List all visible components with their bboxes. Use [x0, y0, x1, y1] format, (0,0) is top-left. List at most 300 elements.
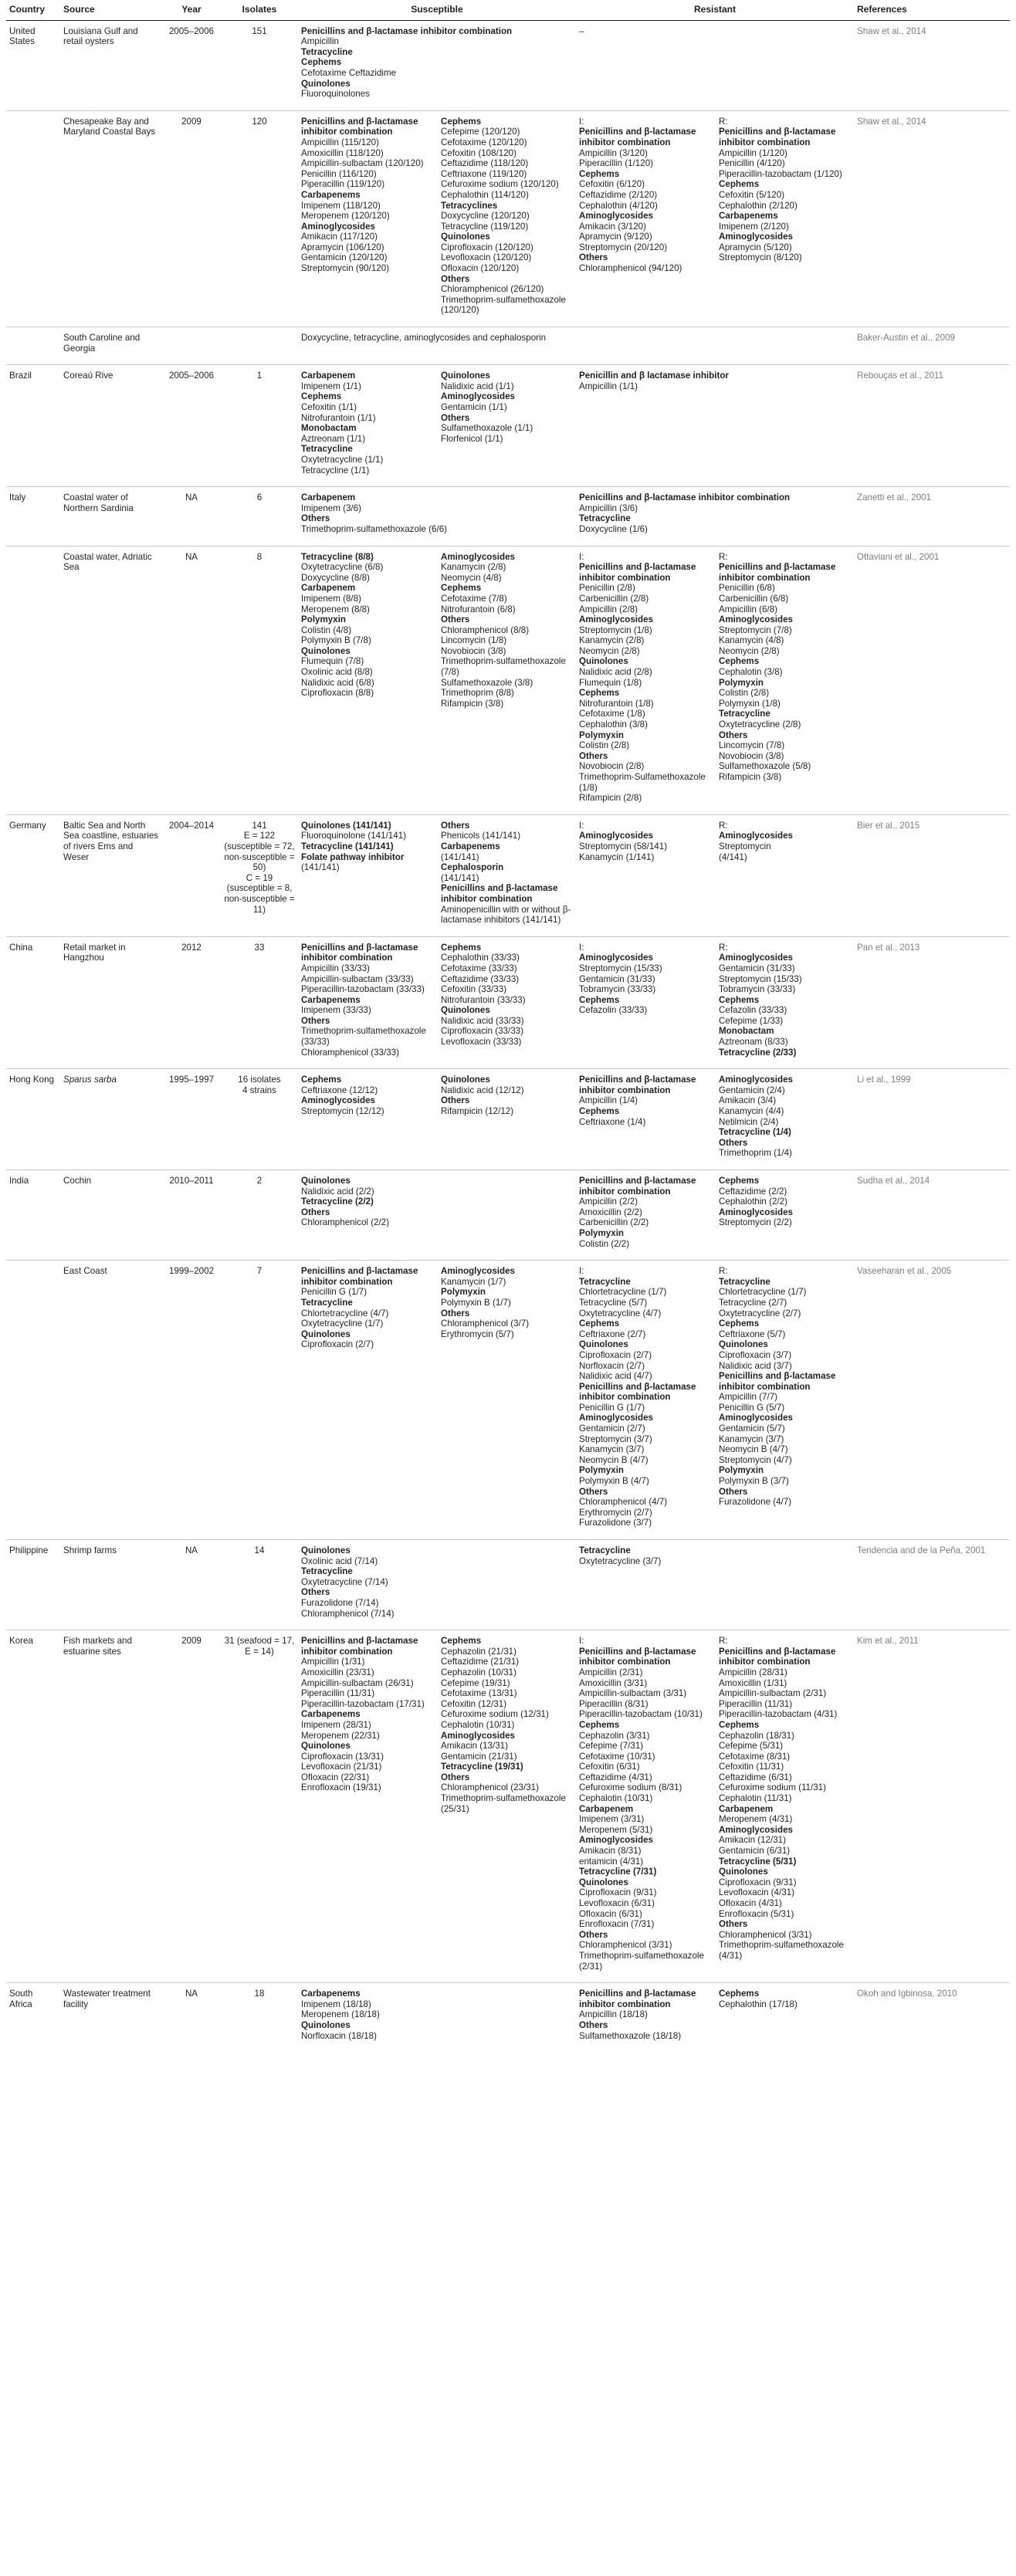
table-container — [6, 0, 1010, 2052]
drug-class-heading: Carbapenem — [579, 1803, 634, 1814]
drug-class-heading: Penicillins and β-lactamase inhibitor combination — [579, 493, 791, 503]
drug-class-heading: Others — [301, 1587, 330, 1598]
drug-entry: Penicillin (2/8) — [579, 583, 635, 594]
resistant-subcolumn — [579, 943, 711, 1058]
susceptible-columns — [301, 117, 573, 316]
drug-class-heading: Cephems — [301, 391, 342, 402]
drug-entry: Amikacin (13/31) — [441, 1741, 508, 1752]
resistant-subcolumn — [719, 821, 851, 862]
drug-entry: Ciprofloxacin (3/7) — [719, 1349, 792, 1360]
drug-entry: Ofloxacin (6/31) — [579, 1908, 642, 1919]
drug-class-heading: Penicillins and β-lactamase inhibitor combination — [301, 1636, 418, 1657]
susceptible-cell — [298, 814, 576, 936]
drug-entry: Polymyxin B (7/8) — [301, 635, 371, 646]
drug-class-heading: Carbapenems — [719, 211, 778, 222]
drug-class-heading: Cephems — [301, 57, 342, 68]
isolates-value: 33 — [254, 942, 265, 953]
drug-entry: Kanamycin (3/7) — [719, 1434, 784, 1444]
drug-class-heading: Aminoglycosides — [719, 953, 793, 963]
drug-entry: Ampicillin (2/31) — [579, 1667, 643, 1677]
drug-entry: Cefuroxime sodium (8/31) — [579, 1782, 682, 1793]
drug-entry: Ampicillin (1/1) — [579, 381, 638, 391]
resistant-cell — [576, 936, 854, 1069]
drug-entry: Amikacin (3/4) — [719, 1095, 777, 1106]
drug-entry: Penicillin (116/120) — [301, 168, 377, 179]
year-cell: NA — [162, 1540, 221, 1630]
drug-entry: Chloramphenicol (2/2) — [301, 1217, 390, 1228]
susceptible-subcolumn — [301, 821, 433, 926]
drug-entry: Flumequin (1/8) — [579, 677, 642, 688]
drug-class-heading: Tetracycline (5/31) — [719, 1856, 797, 1867]
isolates-cell — [221, 1261, 298, 1540]
drug-entry: Ampicillin-sulbactam (33/33) — [301, 973, 414, 984]
country-cell: South Africa — [6, 1983, 60, 2052]
isolates-value: 18 — [254, 1989, 265, 1999]
drug-entry: Kanamycin (4/8) — [719, 635, 784, 646]
drug-entry: Piperacillin-tazobactam (1/120) — [719, 168, 842, 179]
drug-entry: Neomycin B (4/7) — [579, 1454, 649, 1465]
isolates-value: E = 122 (susceptible = 72, non-susceptible = 50) — [224, 831, 295, 873]
drug-entry: Ampicillin (1/4) — [579, 1095, 638, 1106]
drug-class-heading: Carbapenem — [301, 371, 356, 381]
drug-class-heading: Cephalosporin — [441, 862, 504, 873]
drug-class-heading: Others — [719, 1486, 748, 1497]
drug-entry: Rifampicin (2/8) — [579, 793, 642, 804]
drug-class-heading: Tetracycline — [301, 1566, 353, 1577]
drug-entry: Penicillin (6/8) — [719, 583, 775, 594]
drug-class-heading: Tetracycline (2/2) — [301, 1197, 374, 1207]
reference-cell: Li et al., 1999 — [854, 1069, 1010, 1170]
susceptible-columns — [301, 821, 573, 926]
drug-entry: Trimethoprim-sulfamethoxazole (33/33) — [301, 1026, 426, 1048]
drug-entry: Tetracycline (2/7) — [719, 1297, 787, 1308]
drug-entry: Enrofloxacin (7/31) — [579, 1919, 655, 1930]
reference-cell: Kim et al., 2011 — [854, 1630, 1010, 1983]
resistant-cell — [576, 1261, 854, 1540]
drug-entry: Colistin (4/8) — [301, 625, 352, 635]
year-cell: 2005–2006 — [162, 365, 221, 487]
drug-class-heading: Quinolones — [441, 1005, 490, 1016]
drug-entry: Ampicillin (3/6) — [579, 503, 638, 513]
drug-class-heading: Carbapenems — [301, 994, 361, 1005]
drug-class-heading: Cephems — [579, 688, 620, 699]
drug-entry: Trimethoprim-Sulfamethoxazole (1/8) — [579, 772, 706, 793]
drug-entry: Ampicillin (115/120) — [301, 137, 379, 147]
category-prefix: R: — [719, 1266, 728, 1277]
source-cell: Chesapeake Bay and Maryland Coastal Bays — [60, 110, 162, 327]
drug-entry: Polymyxin B (4/7) — [579, 1476, 649, 1487]
drug-entry: Furazolidone (7/14) — [301, 1597, 379, 1608]
drug-class-heading: Others — [579, 252, 608, 263]
header-isolates: Isolates — [221, 0, 298, 20]
drug-entry: Ofloxacin (4/31) — [719, 1898, 782, 1908]
susceptible-cell — [298, 1261, 576, 1540]
reference-cell: Pan et al., 2013 — [854, 936, 1010, 1069]
isolates-value: 7 — [256, 1266, 262, 1277]
drug-entry: Penicillin G (5/7) — [719, 1402, 785, 1413]
drug-class-heading: Others — [579, 1486, 608, 1497]
drug-class-heading: Cephems — [719, 1719, 760, 1730]
isolates-value: 8 — [256, 551, 262, 562]
drug-entry: Streptomycin (15/33) — [719, 973, 802, 984]
drug-class-heading: Others — [441, 1308, 470, 1318]
drug-class-heading: Others — [579, 750, 608, 761]
country-cell: China — [6, 936, 60, 1069]
drug-entry: Furazolidone (4/7) — [719, 1497, 792, 1508]
drug-entry: Tetracycline (1/1) — [301, 465, 370, 476]
drug-class-heading: Others — [301, 513, 330, 524]
category-prefix: R: — [719, 1636, 728, 1647]
drug-class-heading: Aminoglycosides — [301, 221, 375, 232]
drug-class-heading: Penicillins and β-lactamase inhibitor combination — [301, 1266, 418, 1287]
drug-class-heading: Aminoglycosides — [441, 1730, 515, 1741]
drug-class-heading: Tetracycline (7/31) — [579, 1867, 657, 1877]
drug-entry: Sulfamethoxazole (18/18) — [579, 2030, 682, 2041]
table-row — [6, 365, 1010, 487]
drug-entry: Oxytetracycline (1/7) — [301, 1318, 384, 1329]
drug-entry: Fluoroquinolone (141/141) — [301, 831, 407, 841]
drug-entry: Nitrofurantoin (1/8) — [579, 698, 654, 709]
drug-entry: Ceftriaxone (2/7) — [579, 1329, 646, 1339]
drug-class-heading: Aminoglycosides — [301, 1095, 375, 1106]
country-cell: India — [6, 1170, 60, 1261]
drug-class-heading: Aminoglycosides — [719, 232, 793, 242]
drug-class-heading: Cephems — [719, 1176, 760, 1186]
drug-entry: Rifampicin (3/8) — [719, 772, 782, 782]
drug-entry: (141/141) — [441, 851, 479, 862]
drug-class-heading: Others — [719, 1137, 748, 1148]
drug-class-heading: Tetracycline (141/141) — [301, 841, 394, 851]
drug-entry: Doxycycline (120/120) — [441, 211, 530, 222]
drug-class-heading: Quinolones — [579, 1339, 628, 1350]
drug-class-heading: Tetracycline — [579, 513, 631, 524]
year-cell: 2009 — [162, 1630, 221, 1983]
antibiotic-susceptibility-table — [6, 0, 1010, 2052]
drug-entry: Nalidixic acid (4/7) — [579, 1371, 652, 1382]
resistant-columns — [579, 821, 851, 862]
year-cell: NA — [162, 546, 221, 814]
drug-entry: Oxytetracycline (2/8) — [719, 719, 801, 730]
drug-class-heading: Quinolones — [301, 1176, 351, 1186]
drug-entry: Oxytetracycline (4/7) — [579, 1308, 662, 1318]
drug-entry: Ampicillin (2/8) — [579, 604, 638, 614]
resistant-columns — [579, 552, 851, 804]
drug-class-heading: Tetracycline — [579, 1545, 631, 1555]
drug-entry: Trimethoprim-sulfamethoxazole (2/31) — [579, 1950, 704, 1972]
table-row — [6, 814, 1010, 936]
drug-class-heading: Penicillins and β-lactamase inhibitor combination — [579, 127, 696, 147]
drug-entry: Piperacillin (11/31) — [719, 1698, 793, 1709]
category-prefix: R: — [719, 942, 728, 953]
drug-class-heading: Cephems — [719, 994, 760, 1005]
drug-class-heading: Cephems — [579, 994, 620, 1005]
drug-entry: Levofloxacin (21/31) — [301, 1762, 382, 1772]
drug-entry: Cefotaxime (7/8) — [441, 593, 507, 604]
drug-entry: Cefoxitin (6/120) — [579, 179, 645, 190]
drug-class-heading: Penicillins and β-lactamase inhibitor combination — [301, 116, 418, 137]
source-cell: Sparus sarba — [60, 1069, 162, 1170]
drug-entry: Imipenem (33/33) — [301, 1005, 371, 1016]
susceptible-subcolumn — [301, 943, 433, 1058]
drug-entry: Cephazolin (18/31) — [719, 1730, 794, 1741]
drug-entry: Ampicillin-sulbactam (2/31) — [719, 1688, 827, 1699]
header-resistant: Resistant — [576, 0, 854, 20]
drug-entry: Piperacillin (8/31) — [579, 1698, 649, 1709]
drug-entry: entamicin (4/31) — [579, 1856, 644, 1867]
susceptible-cell — [298, 1170, 576, 1261]
isolates-value: 1 — [256, 371, 262, 381]
drug-entry: Fluoroquinolones — [301, 89, 370, 100]
drug-entry: Cefoxitin (108/120) — [441, 147, 516, 158]
reference-cell: Sudha et al., 2014 — [854, 1170, 1010, 1261]
drug-class-heading: Cephems — [441, 583, 482, 594]
drug-entry: Ampicillin (6/8) — [719, 604, 778, 614]
drug-class-heading: Others — [579, 1929, 608, 1940]
drug-entry: Cephalotin (3/8) — [719, 667, 783, 678]
drug-class-heading: Carbapenems — [301, 1709, 361, 1720]
drug-entry: Streptomycin (2/2) — [719, 1217, 792, 1228]
drug-entry: Gentamicin (2/7) — [579, 1423, 645, 1434]
drug-entry: Florfenicol (1/1) — [441, 433, 503, 444]
resistant-subcolumn — [719, 117, 851, 274]
drug-entry: Ciprofloxacin (9/31) — [719, 1877, 797, 1887]
drug-entry: Gentamicin (1/1) — [441, 402, 507, 412]
drug-class-heading: Aminoglycosides — [719, 1207, 793, 1217]
drug-entry: Ciprofloxacin (2/7) — [301, 1339, 374, 1350]
drug-entry: Aztreonam (1/1) — [301, 433, 366, 444]
drug-entry: Nitrofurantoin (33/33) — [441, 994, 526, 1005]
isolates-value: 14 — [254, 1545, 265, 1555]
drug-entry: Levofloxacin (4/31) — [719, 1887, 794, 1898]
drug-class-heading: Penicillins and β-lactamase inhibitor combination — [719, 562, 836, 583]
isolates-cell — [221, 487, 298, 546]
drug-class-heading: Quinolones — [441, 232, 490, 242]
drug-class-heading: Folate pathway inhibitor — [301, 851, 405, 862]
susceptible-cell — [298, 1069, 576, 1170]
drug-entry: Rifampicin (12/12) — [441, 1106, 514, 1117]
drug-entry: Cephalotin (10/31) — [579, 1793, 653, 1804]
resistant-cell — [576, 546, 854, 814]
drug-entry: Kanamycin (1/141) — [579, 851, 655, 862]
drug-entry: Cefotaxime (120/120) — [441, 137, 527, 147]
drug-class-heading: Tetracyclines — [441, 200, 498, 211]
drug-class-heading: Aminoglycosides — [719, 1824, 793, 1835]
drug-entry: Chloramphenicol (3/7) — [441, 1318, 530, 1329]
source-cell: Wastewater treatment facility — [60, 1983, 162, 2052]
drug-entry: Nalidixic acid (6/8) — [301, 677, 374, 688]
isolates-cell — [221, 20, 298, 110]
drug-entry: Piperacillin-tazobactam (17/31) — [301, 1698, 425, 1709]
drug-class-heading: Tetracycline — [301, 444, 353, 455]
drug-entry: Chlortetracycline (4/7) — [301, 1308, 389, 1318]
drug-entry: Chloramphenicol (26/120) — [441, 284, 544, 295]
susceptible-subcolumn — [441, 1075, 573, 1116]
drug-entry: Ampicillin (18/18) — [579, 2009, 648, 2020]
drug-class-heading: Cephems — [441, 942, 482, 953]
drug-entry: Kanamycin (4/4) — [719, 1106, 784, 1117]
resistant-subcolumn — [579, 1075, 711, 1159]
drug-class-heading: Monobactam — [719, 1026, 774, 1037]
susceptible-cell — [298, 1540, 576, 1630]
isolates-cell — [221, 1540, 298, 1630]
drug-class-heading: Others — [441, 820, 470, 831]
drug-class-heading: Penicillins and β-lactamase inhibitor combination — [579, 562, 696, 583]
category-prefix: R: — [719, 551, 728, 562]
drug-class-heading: Others — [719, 1919, 748, 1930]
country-cell: Brazil — [6, 365, 60, 487]
resistant-cell — [576, 487, 854, 546]
isolates-value: C = 19 (susceptible = 8, non-susceptible = 11) — [224, 872, 295, 915]
reference-cell: Zanetti et al., 2001 — [854, 487, 1010, 546]
category-prefix: I: — [579, 116, 584, 127]
drug-class-heading: Others — [441, 1095, 470, 1106]
drug-entry: Lincomycin (1/8) — [441, 635, 507, 646]
drug-class-heading: Cephems — [719, 1989, 760, 1999]
drug-entry: Cefepime (19/31) — [441, 1677, 510, 1688]
drug-entry: Ampicillin (33/33) — [301, 963, 370, 973]
drug-entry: Ofloxacin (120/120) — [441, 263, 520, 274]
isolates-value: 2 — [256, 1176, 262, 1186]
drug-entry: Imipenem (18/18) — [301, 1999, 371, 2009]
country-cell: Philippine — [6, 1540, 60, 1630]
drug-entry: Streptomycin — [719, 841, 771, 851]
drug-entry: Ceftazidime (33/33) — [441, 973, 520, 984]
drug-entry: Nalidixic acid (2/2) — [301, 1186, 374, 1197]
year-cell: 2010–2011 — [162, 1170, 221, 1261]
category-prefix: I: — [579, 942, 584, 953]
drug-entry: Amoxicillin (3/31) — [579, 1677, 648, 1688]
drug-entry: Erythromycin (5/7) — [441, 1329, 514, 1339]
reference-cell: Ottaviani et al., 2001 — [854, 546, 1010, 814]
drug-entry: Tetracycline (5/7) — [579, 1297, 648, 1308]
drug-class-heading: Tetracycline — [301, 1297, 353, 1308]
drug-entry: Cefoxitin (6/31) — [579, 1762, 640, 1772]
drug-class-heading: Quinolones — [719, 1867, 768, 1877]
resistant-subcolumn — [719, 1636, 851, 1972]
drug-entry: Gentamicin (21/31) — [441, 1751, 517, 1762]
drug-entry: Streptomycin (8/120) — [719, 252, 802, 263]
drug-entry: Amoxicillin (2/2) — [579, 1207, 642, 1217]
isolates-cell — [221, 936, 298, 1069]
drug-entry: Piperacillin-tazobactam (33/33) — [301, 984, 425, 995]
susceptible-subcolumn — [301, 1075, 433, 1116]
drug-entry: Amoxicillin (1/31) — [719, 1677, 787, 1688]
drug-entry: Streptomycin (3/7) — [579, 1434, 652, 1444]
drug-entry: Chloramphenicol (23/31) — [441, 1782, 539, 1793]
category-prefix: I: — [579, 1636, 584, 1647]
susceptible-columns — [301, 371, 573, 476]
drug-class-heading: Cephems — [579, 168, 620, 179]
drug-entry: Ampicillin (28/31) — [719, 1667, 787, 1677]
isolates-cell — [221, 365, 298, 487]
susceptible-subcolumn — [301, 1636, 433, 1814]
drug-entry: Ampicillin (1/120) — [719, 147, 787, 158]
drug-class-heading: Aminoglycosides — [579, 211, 653, 222]
isolates-cell — [221, 327, 298, 365]
drug-entry: Ampicillin-sulbactam (3/31) — [579, 1688, 687, 1699]
drug-entry: Trimethoprim (8/8) — [441, 688, 514, 699]
drug-entry: Cephalothin (2/2) — [719, 1197, 787, 1207]
drug-entry: Ceftriaxone (12/12) — [301, 1085, 378, 1095]
drug-entry: Kanamycin (2/8) — [579, 635, 645, 646]
resistant-cell — [576, 110, 854, 327]
drug-class-heading: Penicillins and β-lactamase inhibitor combination — [579, 1646, 696, 1667]
year-cell: 2005–2006 — [162, 20, 221, 110]
resistant-subcolumn — [579, 117, 711, 274]
drug-entry: (141/141) — [441, 872, 479, 883]
drug-class-heading: Aminoglycosides — [441, 391, 515, 402]
reference-cell: Shaw et al., 2014 — [854, 20, 1010, 110]
susceptible-subcolumn — [441, 943, 573, 1058]
drug-class-heading: Penicillin and β lactamase inhibitor — [579, 371, 729, 381]
resistant-columns — [579, 1989, 851, 2041]
country-cell — [6, 546, 60, 814]
resistant-subcolumn — [579, 821, 711, 862]
drug-entry: Imipenem (3/6) — [301, 503, 361, 513]
drug-class-heading: Polymyxin — [719, 677, 764, 688]
drug-entry: Amoxicillin (23/31) — [301, 1667, 374, 1677]
drug-entry: Doxycycline (1/6) — [579, 523, 648, 534]
drug-class-heading: Cephems — [441, 1636, 482, 1647]
drug-entry: Novobiocin (3/8) — [719, 750, 784, 761]
drug-entry: Flumequin (7/8) — [301, 656, 364, 667]
drug-entry: Cephazolin (3/31) — [579, 1730, 650, 1741]
drug-entry: Furazolidone (3/7) — [579, 1518, 652, 1528]
drug-entry: Novobiocin (3/8) — [441, 645, 506, 656]
country-cell: Italy — [6, 487, 60, 546]
drug-class-heading: Penicillins and β-lactamase inhibitor combination — [579, 1381, 696, 1403]
susceptible-subcolumn — [301, 1266, 433, 1350]
drug-entry: Ciprofloxacin (8/8) — [301, 688, 374, 699]
drug-entry: Oxytetracycline (6/8) — [301, 562, 384, 573]
drug-class-heading: Quinolones — [441, 371, 490, 381]
drug-entry: Chlortetracycline (1/7) — [719, 1287, 807, 1298]
drug-entry: Aminopenicillin with or without β-lactamase inhibitors (141/141) — [441, 904, 571, 926]
drug-class-heading: Others — [301, 1015, 330, 1026]
resistant-columns — [579, 1266, 851, 1528]
drug-entry: Colistin (2/8) — [719, 688, 770, 699]
header-country: Country — [6, 0, 60, 20]
drug-entry: Trimethoprim-sulfamethoxazole (7/8) — [441, 656, 566, 678]
drug-class-heading: Aminoglycosides — [719, 1413, 793, 1423]
drug-entry: Polymyxin B (3/7) — [719, 1476, 789, 1487]
drug-entry: Cefotaxime (8/31) — [719, 1751, 791, 1762]
drug-entry: Aztreonam (8/33) — [719, 1037, 788, 1048]
country-cell: United States — [6, 20, 60, 110]
resistant-cell — [576, 1983, 854, 2052]
drug-class-heading: Penicillins and β-lactamase inhibitor combination — [719, 127, 836, 147]
drug-entry: Carbenicillin (2/2) — [579, 1217, 649, 1228]
drug-entry: Phenicols (141/141) — [441, 831, 521, 841]
drug-class-heading: Quinolones — [301, 1741, 351, 1752]
resistant-subcolumn — [579, 1176, 711, 1249]
drug-class-heading: Aminoglycosides — [579, 1835, 653, 1846]
drug-entry: Cefuroxime sodium (12/31) — [441, 1709, 549, 1720]
table-row — [6, 1261, 1010, 1540]
isolates-cell — [221, 546, 298, 814]
drug-class-heading: Cephems — [579, 1719, 620, 1730]
category-prefix: I: — [579, 1266, 584, 1277]
drug-entry: Chloramphenicol (3/31) — [719, 1929, 812, 1940]
susceptible-cell — [298, 546, 576, 814]
drug-class-heading: Quinolones — [301, 1545, 351, 1555]
drug-entry: Cefepime (7/31) — [579, 1741, 644, 1752]
drug-entry: Nalidixic acid (1/1) — [441, 381, 514, 391]
table-row — [6, 20, 1010, 110]
drug-entry: Ampicillin (7/7) — [719, 1392, 778, 1403]
drug-entry: Levofloxacin (120/120) — [441, 252, 532, 263]
drug-entry: Novobiocin (2/8) — [579, 761, 645, 772]
